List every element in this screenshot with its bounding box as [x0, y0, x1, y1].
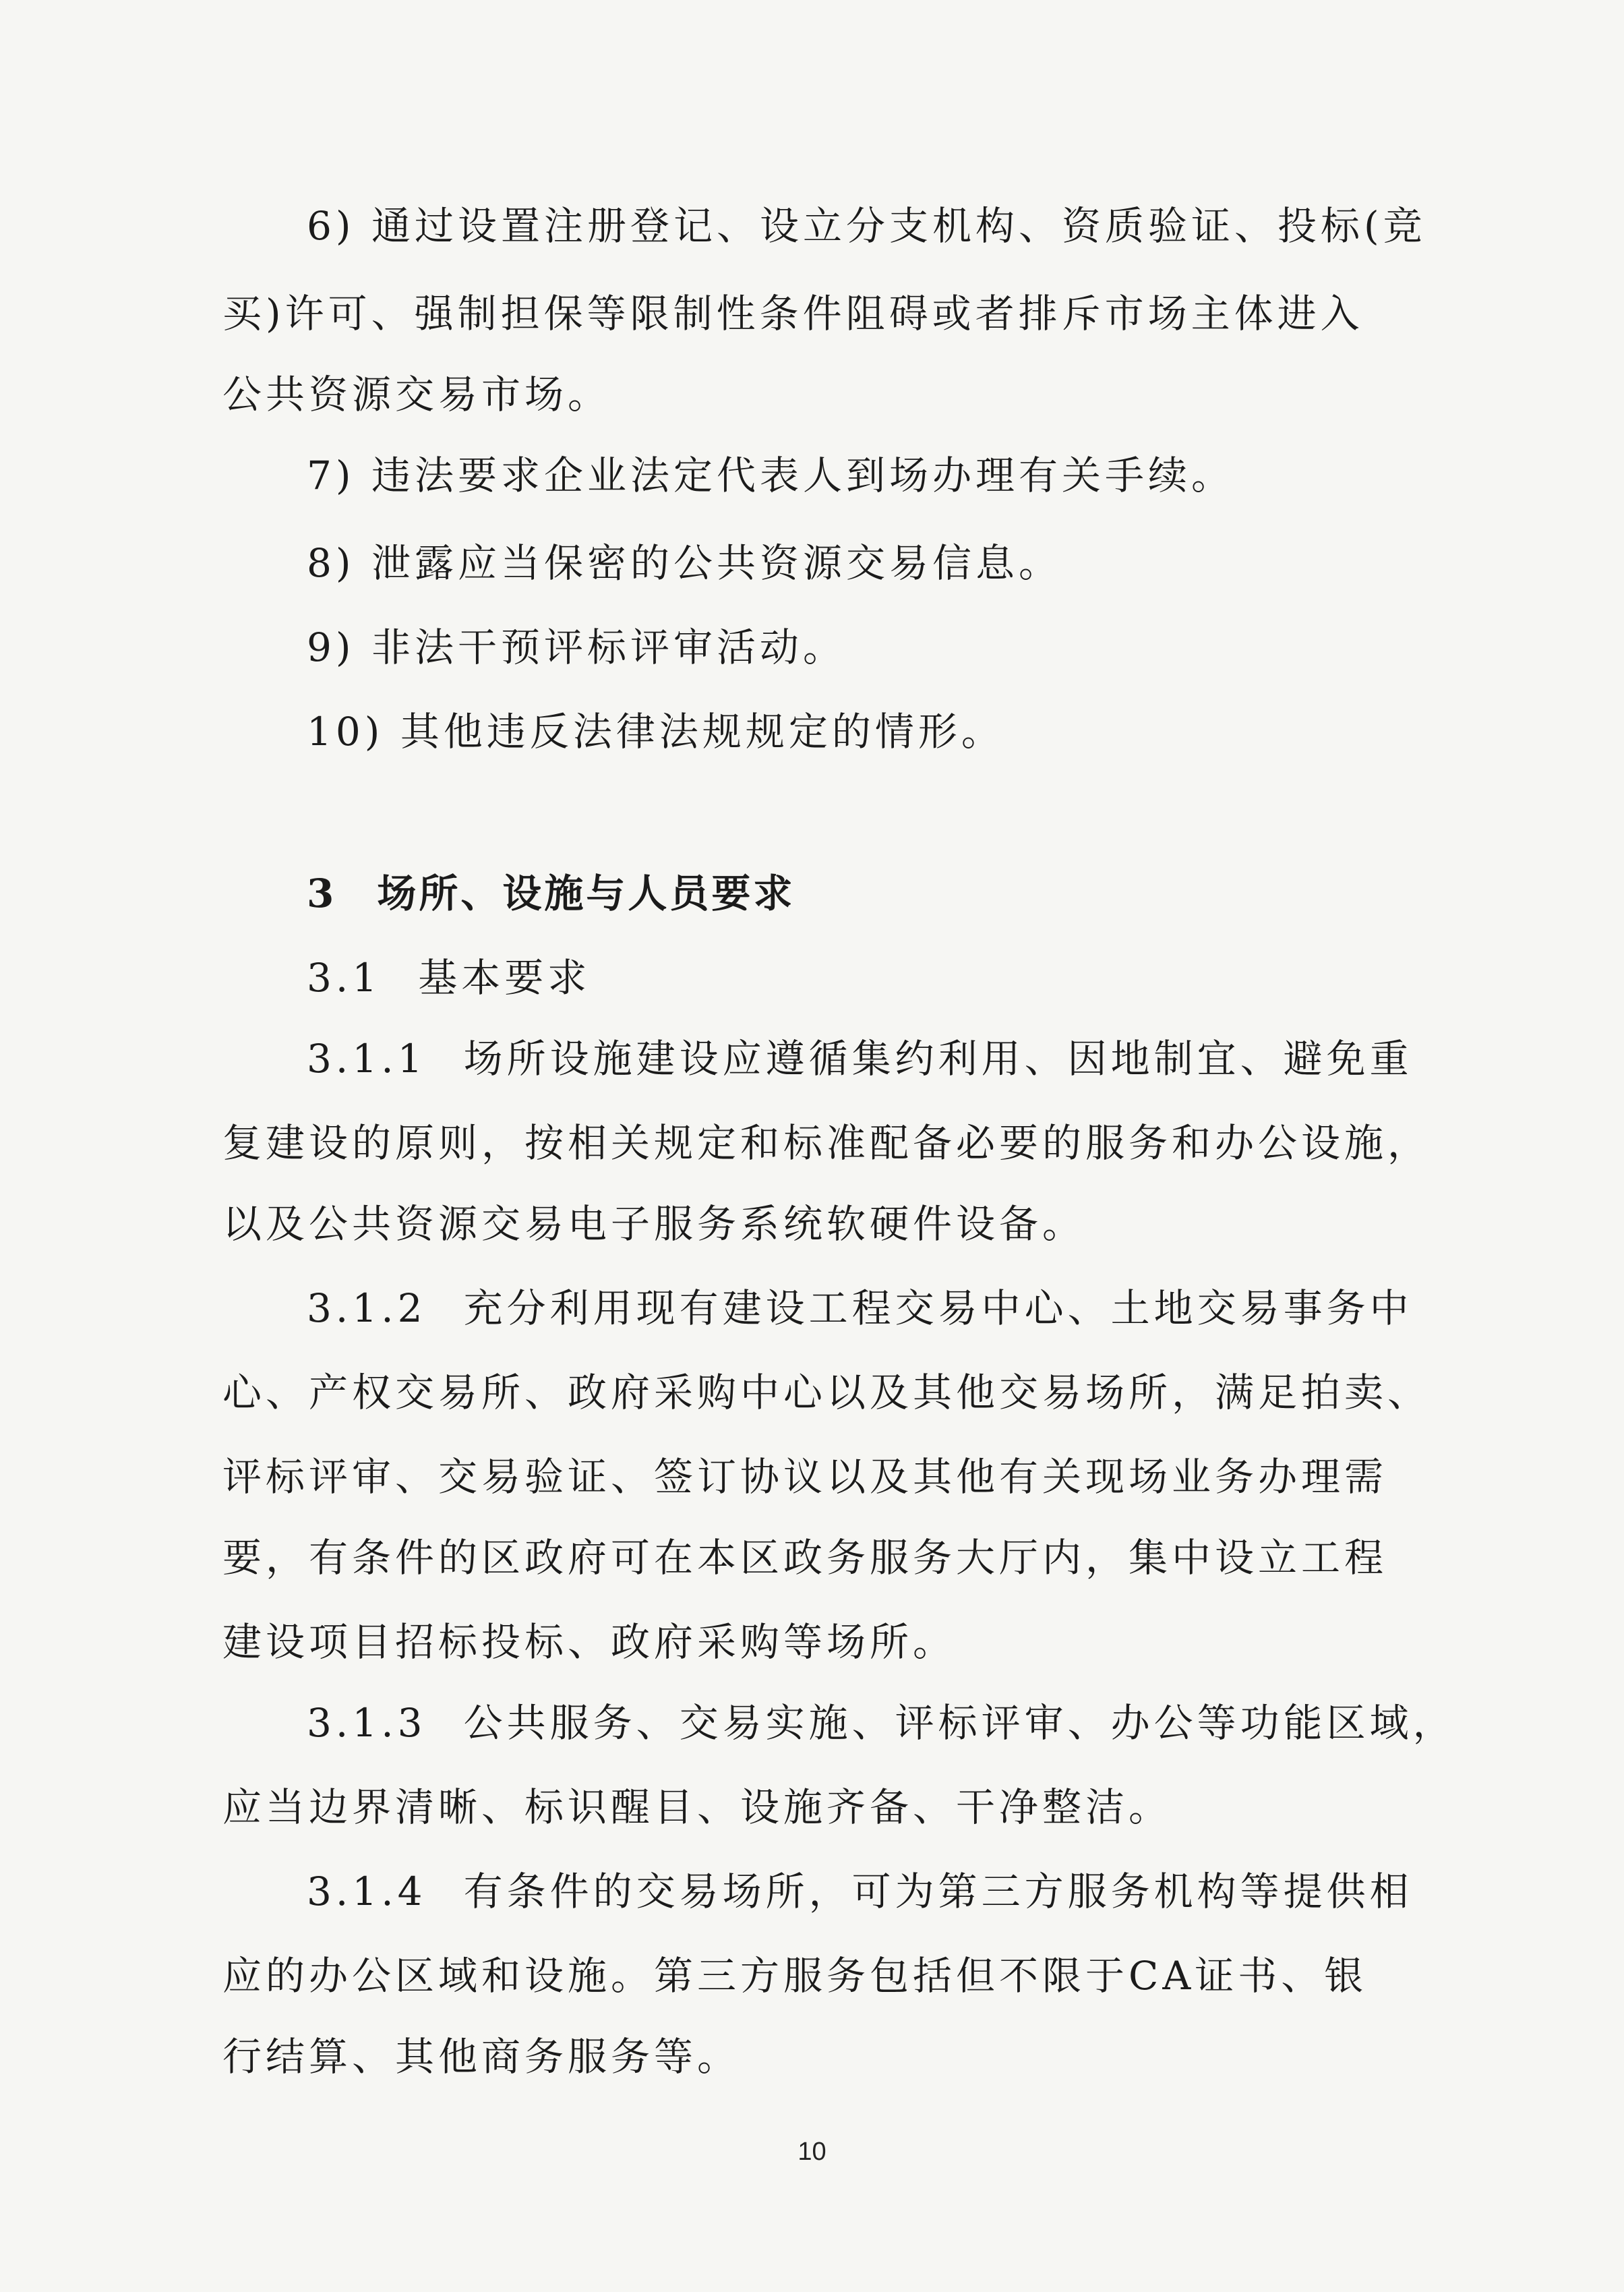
item-10: 10) 其他违反法律法规规定的情形。 — [307, 709, 1004, 755]
clause-3-1-3-line-2: 应当边界清晰、标识醒目、设施齐备、干净整洁。 — [222, 1784, 1172, 1830]
clause-3-1-1-line-2: 复建设的原则，按相关规定和标准配备必要的服务和办公设施， — [222, 1120, 1431, 1166]
section-3-1-number: 3.1 — [307, 955, 382, 1001]
clause-3-1-2-text-1: 充分利用现有建设工程交易中心、土地交易事务中 — [463, 1285, 1413, 1331]
item-6-line-3: 公共资源交易市场。 — [222, 372, 611, 417]
section-3-1-heading — [307, 951, 591, 1005]
section-3-number: 3 — [307, 871, 337, 916]
section-3-heading — [307, 866, 795, 920]
item-7: 7) 违法要求企业法定代表人到场办理有关手续。 — [307, 452, 1234, 498]
item-6-line-2: 买)许可、强制担保等限制性条件阻碍或者排斥市场主体进入 — [222, 291, 1364, 336]
clause-3-1-4-text-1: 有条件的交易场所，可为第三方服务机构等提供相 — [463, 1869, 1413, 1914]
clause-3-1-1-line-3: 以及公共资源交易电子服务系统软硬件设备。 — [222, 1201, 1086, 1247]
clause-3-1-4-line-3: 行结算、其他商务服务等。 — [222, 2034, 741, 2080]
clause-3-1-2-number: 3.1.2 — [307, 1285, 427, 1331]
clause-3-1-3-number: 3.1.3 — [307, 1700, 427, 1746]
clause-3-1-4-line-1 — [307, 1864, 1413, 1918]
clause-3-1-2-line-2: 心、产权交易所、政府采购中心以及其他交易场所，满足拍卖、 — [222, 1370, 1431, 1415]
clause-3-1-3-text-1: 公共服务、交易实施、评标评审、办公等功能区域， — [463, 1700, 1456, 1746]
section-3-title: 场所、设施与人员要求 — [377, 871, 795, 916]
item-9: 9) 非法干预评标评审活动。 — [307, 624, 846, 670]
clause-3-1-4-number: 3.1.4 — [307, 1869, 427, 1914]
section-3-1-title: 基本要求 — [418, 955, 591, 1001]
item-6-line-1: 6) 通过设置注册登记、设立分支机构、资质验证、投标(竞 — [307, 203, 1426, 249]
page-number: 10 — [798, 2138, 826, 2166]
clause-3-1-3-line-1 — [307, 1696, 1456, 1750]
clause-3-1-2-line-5: 建设项目招标投标、政府采购等场所。 — [222, 1619, 957, 1665]
clause-3-1-1-line-1 — [307, 1032, 1413, 1086]
clause-3-1-1-text-1: 场所设施建设应遵循集约利用、因地制宜、避免重 — [463, 1036, 1413, 1082]
clause-3-1-1-number: 3.1.1 — [307, 1036, 427, 1082]
clause-3-1-4-line-2: 应的办公区域和设施。第三方服务包括但不限于CA证书、银 — [222, 1953, 1368, 1999]
item-8: 8) 泄露应当保密的公共资源交易信息。 — [307, 540, 1062, 586]
clause-3-1-2-line-1 — [307, 1281, 1413, 1335]
clause-3-1-2-line-3: 评标评审、交易验证、签订协议以及其他有关现场业务办理需 — [222, 1454, 1388, 1500]
clause-3-1-2-line-4: 要，有条件的区政府可在本区政务服务大厅内，集中设立工程 — [222, 1535, 1388, 1581]
